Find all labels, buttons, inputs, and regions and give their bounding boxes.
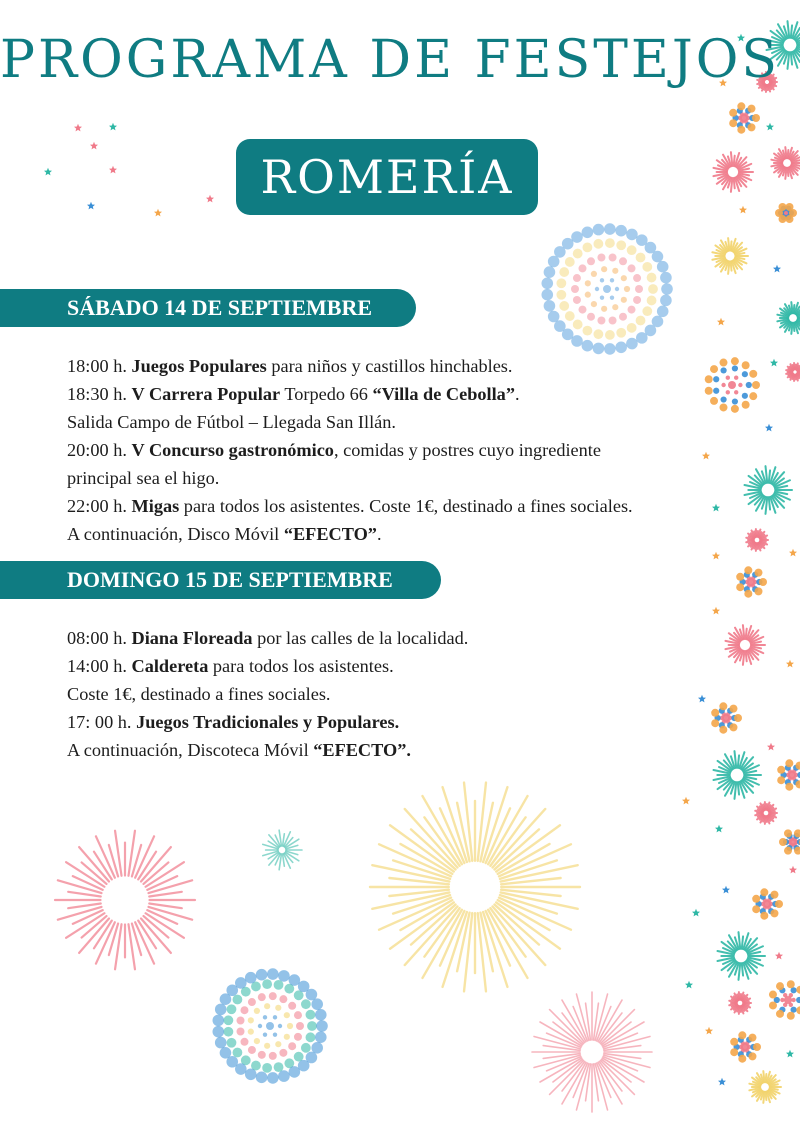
firework-dot	[279, 995, 287, 1003]
firework-dot	[635, 285, 643, 293]
firework-dot	[233, 995, 243, 1005]
firework-dot	[294, 1033, 302, 1041]
firework-dot	[760, 912, 768, 920]
star-icon	[715, 825, 723, 833]
firework-dot	[603, 285, 611, 293]
firework-dot	[738, 1031, 746, 1039]
firework-ray	[562, 1062, 586, 1104]
firework-dot	[615, 287, 619, 291]
star-icon	[705, 1027, 713, 1035]
firework-dot	[223, 1027, 233, 1037]
firework-dot	[730, 1048, 738, 1056]
firework-dot	[610, 278, 614, 282]
firework-dot	[278, 970, 290, 982]
firework-ray	[791, 302, 792, 313]
star-icon	[789, 549, 797, 557]
firework-dot	[729, 109, 737, 117]
star-icon	[765, 424, 773, 432]
firework-dot	[258, 1051, 266, 1059]
firework-dot	[294, 1011, 302, 1019]
firework-ray	[763, 1071, 764, 1082]
firework-dot	[609, 317, 617, 325]
firework-dot	[624, 286, 630, 292]
firework-dot	[562, 238, 574, 250]
star-icon	[712, 607, 720, 615]
firework-dot	[770, 891, 778, 899]
firework-dot	[784, 847, 792, 855]
firework-dot	[736, 573, 744, 581]
firework-dot	[752, 114, 760, 122]
firework-dot	[787, 1012, 795, 1020]
firework-dot	[311, 998, 323, 1010]
firework-dot	[264, 1003, 270, 1009]
firework-dot	[601, 306, 607, 312]
firework-dot	[583, 326, 593, 336]
firework-dot	[591, 301, 597, 307]
day-heading-saturday: SÁBADO 14 DE SEPTIEMBRE	[0, 289, 416, 327]
firework-dot	[783, 993, 787, 997]
event-line: 18:00 h. Juegos Populares para niños y castillos hinchables.	[67, 356, 513, 376]
firework-dot	[215, 1004, 227, 1016]
event-line: 17: 00 h. Juegos Tradicionales y Populares.	[67, 712, 400, 732]
firework-dot	[754, 569, 762, 577]
firework-dot	[591, 271, 597, 277]
firework-dot	[753, 1043, 761, 1051]
firework-ray	[540, 1022, 582, 1046]
firework-dot	[573, 320, 583, 330]
star-icon	[87, 202, 95, 210]
event-line: 14:00 h. Caldereta para todos los asistentes.	[67, 656, 394, 676]
firework-dot	[605, 330, 615, 340]
firework-dot	[288, 1002, 296, 1010]
firework-dot	[737, 102, 745, 110]
star-icon	[766, 123, 774, 131]
firework-dot	[215, 1037, 227, 1049]
firework-dot	[227, 1004, 237, 1014]
firework-dot	[548, 311, 560, 323]
star-icon	[786, 660, 794, 668]
firework-dot	[578, 264, 586, 272]
day-heading-sunday: DOMINGO 15 DE SEPTIEMBRE	[0, 561, 441, 599]
firework-dot	[582, 340, 594, 352]
star-icon	[773, 265, 781, 273]
firework-dot	[213, 1026, 225, 1038]
star-icon	[722, 886, 730, 894]
firework-ray	[540, 1058, 582, 1082]
firework-dot	[585, 292, 591, 298]
firework-dot	[621, 275, 627, 281]
star-icon	[154, 209, 162, 217]
firework-dot	[615, 225, 627, 237]
firework-dot	[571, 231, 583, 243]
star-icon	[692, 909, 700, 917]
firework-dot	[279, 1049, 287, 1057]
firework-dot	[660, 272, 672, 284]
sunday-events	[67, 624, 757, 764]
firework-dot	[263, 1032, 267, 1036]
firework-dot	[604, 223, 616, 235]
firework-dot	[747, 105, 755, 113]
firework-dot	[237, 1028, 245, 1036]
firework-dot	[593, 329, 603, 339]
firework-dot	[315, 1009, 327, 1021]
star-icon	[74, 124, 82, 132]
firework-dot	[258, 993, 266, 1001]
firework-dot	[235, 977, 247, 989]
star-icon	[109, 166, 117, 174]
firework-dot	[626, 229, 638, 241]
firework-ray	[785, 147, 786, 158]
firework-ray	[769, 811, 775, 812]
page-title: PROGRAMA DE FESTEJOS	[0, 30, 780, 90]
firework-dot	[752, 895, 760, 903]
firework-dot	[661, 283, 673, 295]
firework-dot	[738, 1055, 746, 1063]
firework-dot	[248, 1029, 254, 1035]
firework-dot	[573, 274, 581, 282]
star-icon	[775, 952, 783, 960]
firework-dot	[777, 776, 785, 784]
firework-dot	[307, 1021, 317, 1031]
firework-ray	[769, 470, 770, 482]
firework-ray	[791, 52, 792, 64]
event-line: 08:00 h. Diana Floreada por las calles de la localidad.	[67, 628, 469, 648]
firework-dot	[301, 1043, 311, 1053]
firework-dot	[275, 1005, 281, 1011]
firework-dot	[729, 119, 737, 127]
firework-dot	[263, 1015, 267, 1019]
firework-dot	[600, 295, 604, 299]
firework-dot	[619, 313, 627, 321]
firework-dot	[571, 335, 583, 347]
firework-dot	[587, 257, 595, 265]
firework-dot	[616, 240, 626, 250]
event-line: principal sea el higo.	[67, 468, 220, 488]
firework-dot	[565, 257, 575, 267]
firework-dot	[652, 251, 664, 263]
firework-dot	[754, 587, 762, 595]
firework-dot	[748, 1034, 756, 1042]
firework-dot	[730, 1038, 738, 1046]
firework-dot	[752, 905, 760, 913]
firework-dot	[610, 295, 614, 299]
firework-ray	[734, 178, 735, 188]
firework-dot	[744, 566, 752, 574]
firework-ray	[743, 1001, 749, 1002]
firework-dot	[784, 829, 792, 837]
firework-dot	[647, 296, 657, 306]
firework-dot	[213, 1015, 225, 1027]
firework-dot	[657, 261, 669, 273]
firework-dot	[311, 1042, 323, 1054]
firework-dot	[274, 1062, 284, 1072]
star-icon	[770, 359, 778, 367]
event-line: 18:30 h. V Carrera Popular Torpedo 66 “Villa de Cebolla”.	[67, 384, 520, 404]
firework-dot	[269, 1052, 277, 1060]
firework-dot	[605, 238, 615, 248]
firework-dot	[785, 783, 793, 791]
firework-dot	[597, 317, 605, 325]
firework-ray	[728, 238, 729, 251]
firework-dot	[559, 267, 569, 277]
firework-ray	[598, 1062, 622, 1104]
firework-dot	[587, 313, 595, 321]
firework-dot	[573, 249, 583, 259]
subtitle-text: ROMERÍA	[260, 150, 514, 204]
star-icon	[685, 981, 693, 989]
firework-dot	[565, 311, 575, 321]
event-line: Coste 1€, destinado a fines sociales.	[67, 684, 331, 704]
firework-dot	[583, 242, 593, 252]
firework-dot	[744, 590, 752, 598]
firework-dot	[636, 253, 646, 263]
firework-dot	[554, 320, 566, 332]
firework-dot	[633, 296, 641, 304]
star-icon	[767, 743, 775, 751]
firework-dot	[779, 838, 787, 846]
firework-dot	[573, 296, 581, 304]
firework-ray	[602, 1022, 644, 1046]
event-line: A continuación, Discoteca Móvil “EFECTO”.	[67, 740, 411, 760]
firework-dot	[585, 280, 591, 286]
firework-dot	[548, 256, 560, 268]
firework-dot	[220, 1047, 232, 1059]
star-icon	[739, 206, 747, 214]
firework-ray	[602, 1058, 644, 1082]
firework-dot	[770, 909, 778, 917]
firework-dot	[628, 264, 636, 272]
firework-dot	[609, 253, 617, 261]
firework-dot	[777, 766, 785, 774]
firework-ray	[760, 538, 766, 539]
firework-dot	[275, 1041, 281, 1047]
firework-ray	[600, 1010, 634, 1044]
saturday-events	[67, 352, 757, 548]
firework-dot	[776, 982, 784, 990]
firework-ray	[562, 1000, 586, 1042]
firework-ray	[766, 1092, 767, 1100]
firework-dot	[240, 1038, 248, 1046]
firework-dot	[776, 1010, 784, 1018]
firework-dot	[660, 295, 672, 307]
firework-dot	[245, 1069, 257, 1081]
firework-dot	[544, 266, 556, 278]
star-icon	[717, 318, 725, 326]
firework-dot	[578, 306, 586, 314]
firework-dot	[306, 989, 318, 1001]
firework-ray	[742, 963, 743, 975]
firework-dot	[541, 289, 553, 301]
event-line: 20:00 h. V Concurso gastronómico, comidas y postres cuyo ingrediente	[67, 440, 601, 460]
firework-dot	[789, 993, 793, 997]
firework-dot	[278, 1070, 290, 1082]
firework-dot	[556, 278, 566, 288]
firework-dot	[597, 253, 605, 261]
firework-dot	[258, 1024, 262, 1028]
subtitle-badge	[236, 139, 538, 215]
firework-ray	[598, 1000, 622, 1042]
star-icon	[90, 142, 98, 150]
firework-ray	[788, 168, 789, 176]
firework-dot	[626, 338, 638, 350]
firework-dot	[593, 239, 603, 249]
firework-dot	[786, 203, 794, 211]
firework-dot	[274, 980, 284, 990]
firework-dot	[642, 262, 652, 272]
firework-dot	[593, 224, 605, 236]
firework-dot	[760, 888, 768, 896]
firework-ray	[769, 497, 770, 509]
firework-dot	[791, 998, 795, 1002]
firework-ray	[742, 936, 743, 948]
firework-dot	[595, 287, 599, 291]
firework-ray	[731, 261, 732, 270]
firework-dot	[289, 1066, 301, 1078]
firework-dot	[248, 1017, 254, 1023]
firework-dot	[769, 991, 777, 999]
firework-ray	[600, 1060, 634, 1094]
star-icon	[44, 168, 52, 176]
firework-dot	[262, 1063, 272, 1073]
firework-dot	[636, 332, 648, 344]
event-line: A continuación, Disco Móvil “EFECTO”.	[67, 524, 382, 544]
firework-dot	[612, 304, 618, 310]
firework-dot	[262, 979, 272, 989]
firework-dot	[775, 900, 783, 908]
firework-dot	[796, 986, 800, 994]
firework-ray	[794, 323, 795, 331]
star-icon	[206, 195, 214, 203]
firework-dot	[264, 1043, 270, 1049]
firework-ray	[791, 25, 792, 37]
firework-dot	[245, 972, 257, 984]
firework-dot	[273, 1015, 277, 1019]
firework-dot	[316, 1020, 328, 1032]
firework-dot	[248, 1046, 256, 1054]
firework-dot	[227, 1038, 237, 1048]
firework-dot	[657, 305, 669, 317]
firework-dot	[600, 278, 604, 282]
firework-dot	[737, 126, 745, 134]
firework-dot	[627, 245, 637, 255]
star-icon	[789, 866, 797, 874]
firework-dot	[288, 1042, 296, 1050]
firework-ray	[738, 782, 739, 794]
firework-dot	[284, 1012, 290, 1018]
firework-dot	[256, 1072, 268, 1084]
firework-dot	[633, 274, 641, 282]
firework-dot	[315, 1031, 327, 1043]
firework-dot	[612, 268, 618, 274]
firework-dot	[647, 273, 657, 283]
firework-ray	[550, 1060, 584, 1094]
event-line: Salida Campo de Fútbol – Llegada San Illán.	[67, 412, 396, 432]
firework-dot	[796, 1006, 800, 1014]
star-icon	[712, 552, 720, 560]
firework-dot	[273, 1032, 277, 1036]
event-line: 22:00 h. Migas para todos los asistentes. Coste 1€, destinado a fines sociales.	[67, 496, 633, 516]
firework-dot	[254, 1038, 260, 1044]
firework-dot	[748, 1052, 756, 1060]
firework-dot	[648, 284, 658, 294]
firework-dot	[269, 992, 277, 1000]
firework-dot	[796, 997, 800, 1003]
firework-ray	[550, 1010, 584, 1044]
firework-dot	[267, 1072, 279, 1084]
firework-dot	[541, 277, 553, 289]
firework-dot	[642, 306, 652, 316]
firework-dot	[233, 1048, 243, 1058]
firework-dot	[628, 306, 636, 314]
firework-dot	[780, 998, 784, 1002]
firework-dot	[621, 297, 627, 303]
firework-dot	[601, 266, 607, 272]
firework-dot	[769, 1001, 777, 1009]
firework-dot	[627, 323, 637, 333]
firework-dot	[787, 980, 795, 988]
firework-dot	[736, 583, 744, 591]
firework-dot	[571, 285, 579, 293]
firework-dot	[747, 123, 755, 131]
firework-dot	[296, 1022, 304, 1030]
firework-dot	[619, 257, 627, 265]
firework-dot	[582, 226, 594, 238]
firework-dot	[301, 999, 311, 1009]
firework-dot	[306, 1010, 316, 1020]
firework-dot	[223, 1015, 233, 1025]
firework-dot	[759, 578, 767, 586]
firework-dot	[636, 316, 646, 326]
firework-dot	[267, 968, 279, 980]
firework-dot	[779, 203, 787, 211]
firework-dot	[786, 215, 794, 223]
firework-dot	[556, 290, 566, 300]
firework-dot	[785, 759, 793, 767]
firework-dot	[783, 1003, 787, 1007]
firework-dot	[278, 1024, 282, 1028]
firework-dot	[266, 1022, 274, 1030]
star-icon	[682, 797, 690, 805]
star-icon	[786, 1050, 794, 1058]
firework-dot	[284, 1034, 290, 1040]
firework-dot	[789, 1003, 793, 1007]
firework-dot	[287, 1023, 293, 1029]
firework-dot	[616, 328, 626, 338]
firework-dot	[237, 1016, 245, 1024]
firework-dot	[306, 1032, 316, 1042]
firework-dot	[256, 969, 268, 981]
firework-dot	[254, 1008, 260, 1014]
star-icon	[109, 123, 117, 131]
firework-dot	[240, 1006, 248, 1014]
firework-dot	[559, 301, 569, 311]
firework-dot	[248, 998, 256, 1006]
star-icon	[718, 1078, 726, 1086]
firework-dot	[544, 300, 556, 312]
